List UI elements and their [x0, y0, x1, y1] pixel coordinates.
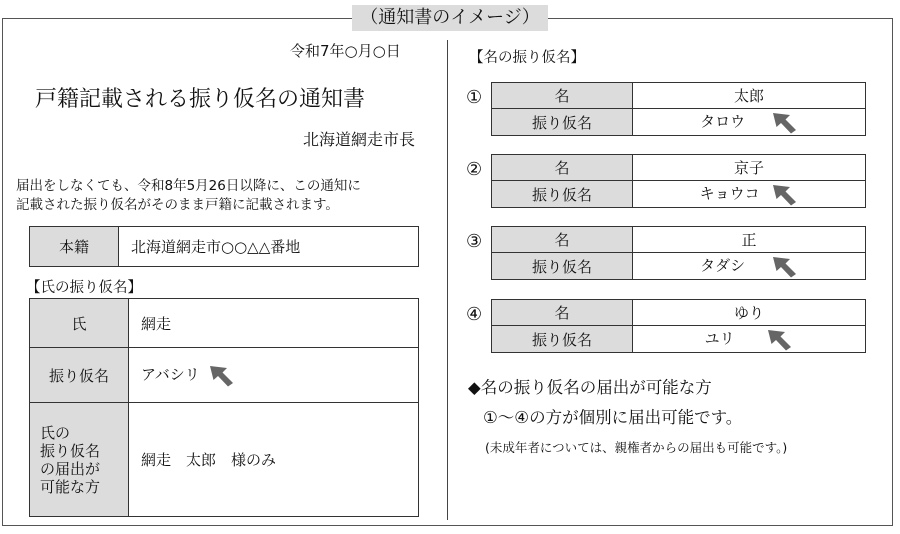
furigana-cell [633, 109, 866, 136]
name-label: 名 [492, 83, 633, 109]
honseki-value: 北海道網走市○○△△番地 [119, 227, 419, 267]
name-value: 太郎 [633, 83, 866, 109]
pointer-arrow-icon [207, 362, 235, 388]
pointer-arrow-icon [770, 253, 798, 279]
issue-date: 令和7年○月○日 [290, 42, 401, 60]
shi-value: 網走 [129, 299, 419, 348]
name-value: 正 [633, 227, 866, 253]
furigana-label: 振り仮名 [492, 326, 633, 353]
rule-body: ①～④の方が個別に届出可能です。 [483, 408, 743, 427]
pointer-arrow-icon [770, 109, 798, 135]
entry-number: ③ [466, 231, 483, 252]
document-title: 戸籍記載される振り仮名の通知書 [35, 87, 366, 112]
name-value: 京子 [633, 155, 866, 181]
mei-table-4 [491, 299, 866, 353]
name-label: 名 [492, 227, 633, 253]
rule-note: (未成年者については、親権者からの届出も可能です。) [485, 440, 788, 455]
mei-table-1 [491, 82, 866, 136]
furigana-cell [633, 253, 866, 280]
eligible-value: 網走 太郎 様のみ [129, 403, 419, 517]
furigana-value: タダシ [700, 256, 746, 275]
furigana-value: キョウコ [699, 184, 760, 203]
furigana-label: 振り仮名 [492, 109, 633, 136]
notice-line-1: 届出をしなくても、令和8年5月26日以降に、この通知に [16, 178, 361, 194]
shi-furigana-value: アバシリ [141, 365, 200, 384]
honseki-label: 本籍 [30, 227, 119, 267]
shi-furigana-label: 振り仮名 [30, 348, 129, 403]
eligible-label [30, 403, 129, 517]
mei-table-2 [491, 154, 866, 208]
shi-furigana-cell [129, 348, 419, 403]
furigana-cell [633, 326, 866, 353]
furigana-value: ユリ [704, 329, 735, 348]
furigana-value: タロウ [700, 112, 746, 131]
entry-number: ④ [466, 304, 483, 325]
entry-number: ② [466, 159, 483, 180]
banner-title: （通知書のイメージ） [352, 5, 548, 31]
mei-section-title: 【名の振り仮名】 [469, 50, 585, 66]
notice-line-2: 記載された振り仮名がそのまま戸籍に記載されます。 [16, 197, 339, 213]
pointer-arrow-icon [770, 181, 798, 207]
eligible-label-line: 氏の [40, 423, 71, 442]
furigana-cell [633, 181, 866, 208]
entry-number: ① [466, 87, 483, 108]
name-label: 名 [492, 300, 633, 326]
notice-text [16, 177, 361, 215]
issuer-name: 北海道網走市長 [303, 130, 416, 149]
name-label: 名 [492, 155, 633, 181]
shi-label: 氏 [30, 299, 129, 348]
name-value: ゆり [633, 300, 866, 326]
furigana-label: 振り仮名 [492, 181, 633, 208]
center-divider [447, 40, 448, 520]
furigana-label: 振り仮名 [492, 253, 633, 280]
mei-table-3 [491, 226, 866, 280]
eligible-label-line: 可能な方 [40, 477, 101, 496]
rule-heading: ◆名の振り仮名の届出が可能な方 [468, 378, 712, 397]
shi-section-title: 【氏の振り仮名】 [26, 280, 142, 296]
eligible-label-line: 振り仮名 [40, 441, 101, 460]
pointer-arrow-icon [765, 326, 793, 352]
honseki-table [29, 226, 419, 267]
shi-table [29, 298, 419, 517]
eligible-label-line: の届出が [40, 459, 101, 478]
